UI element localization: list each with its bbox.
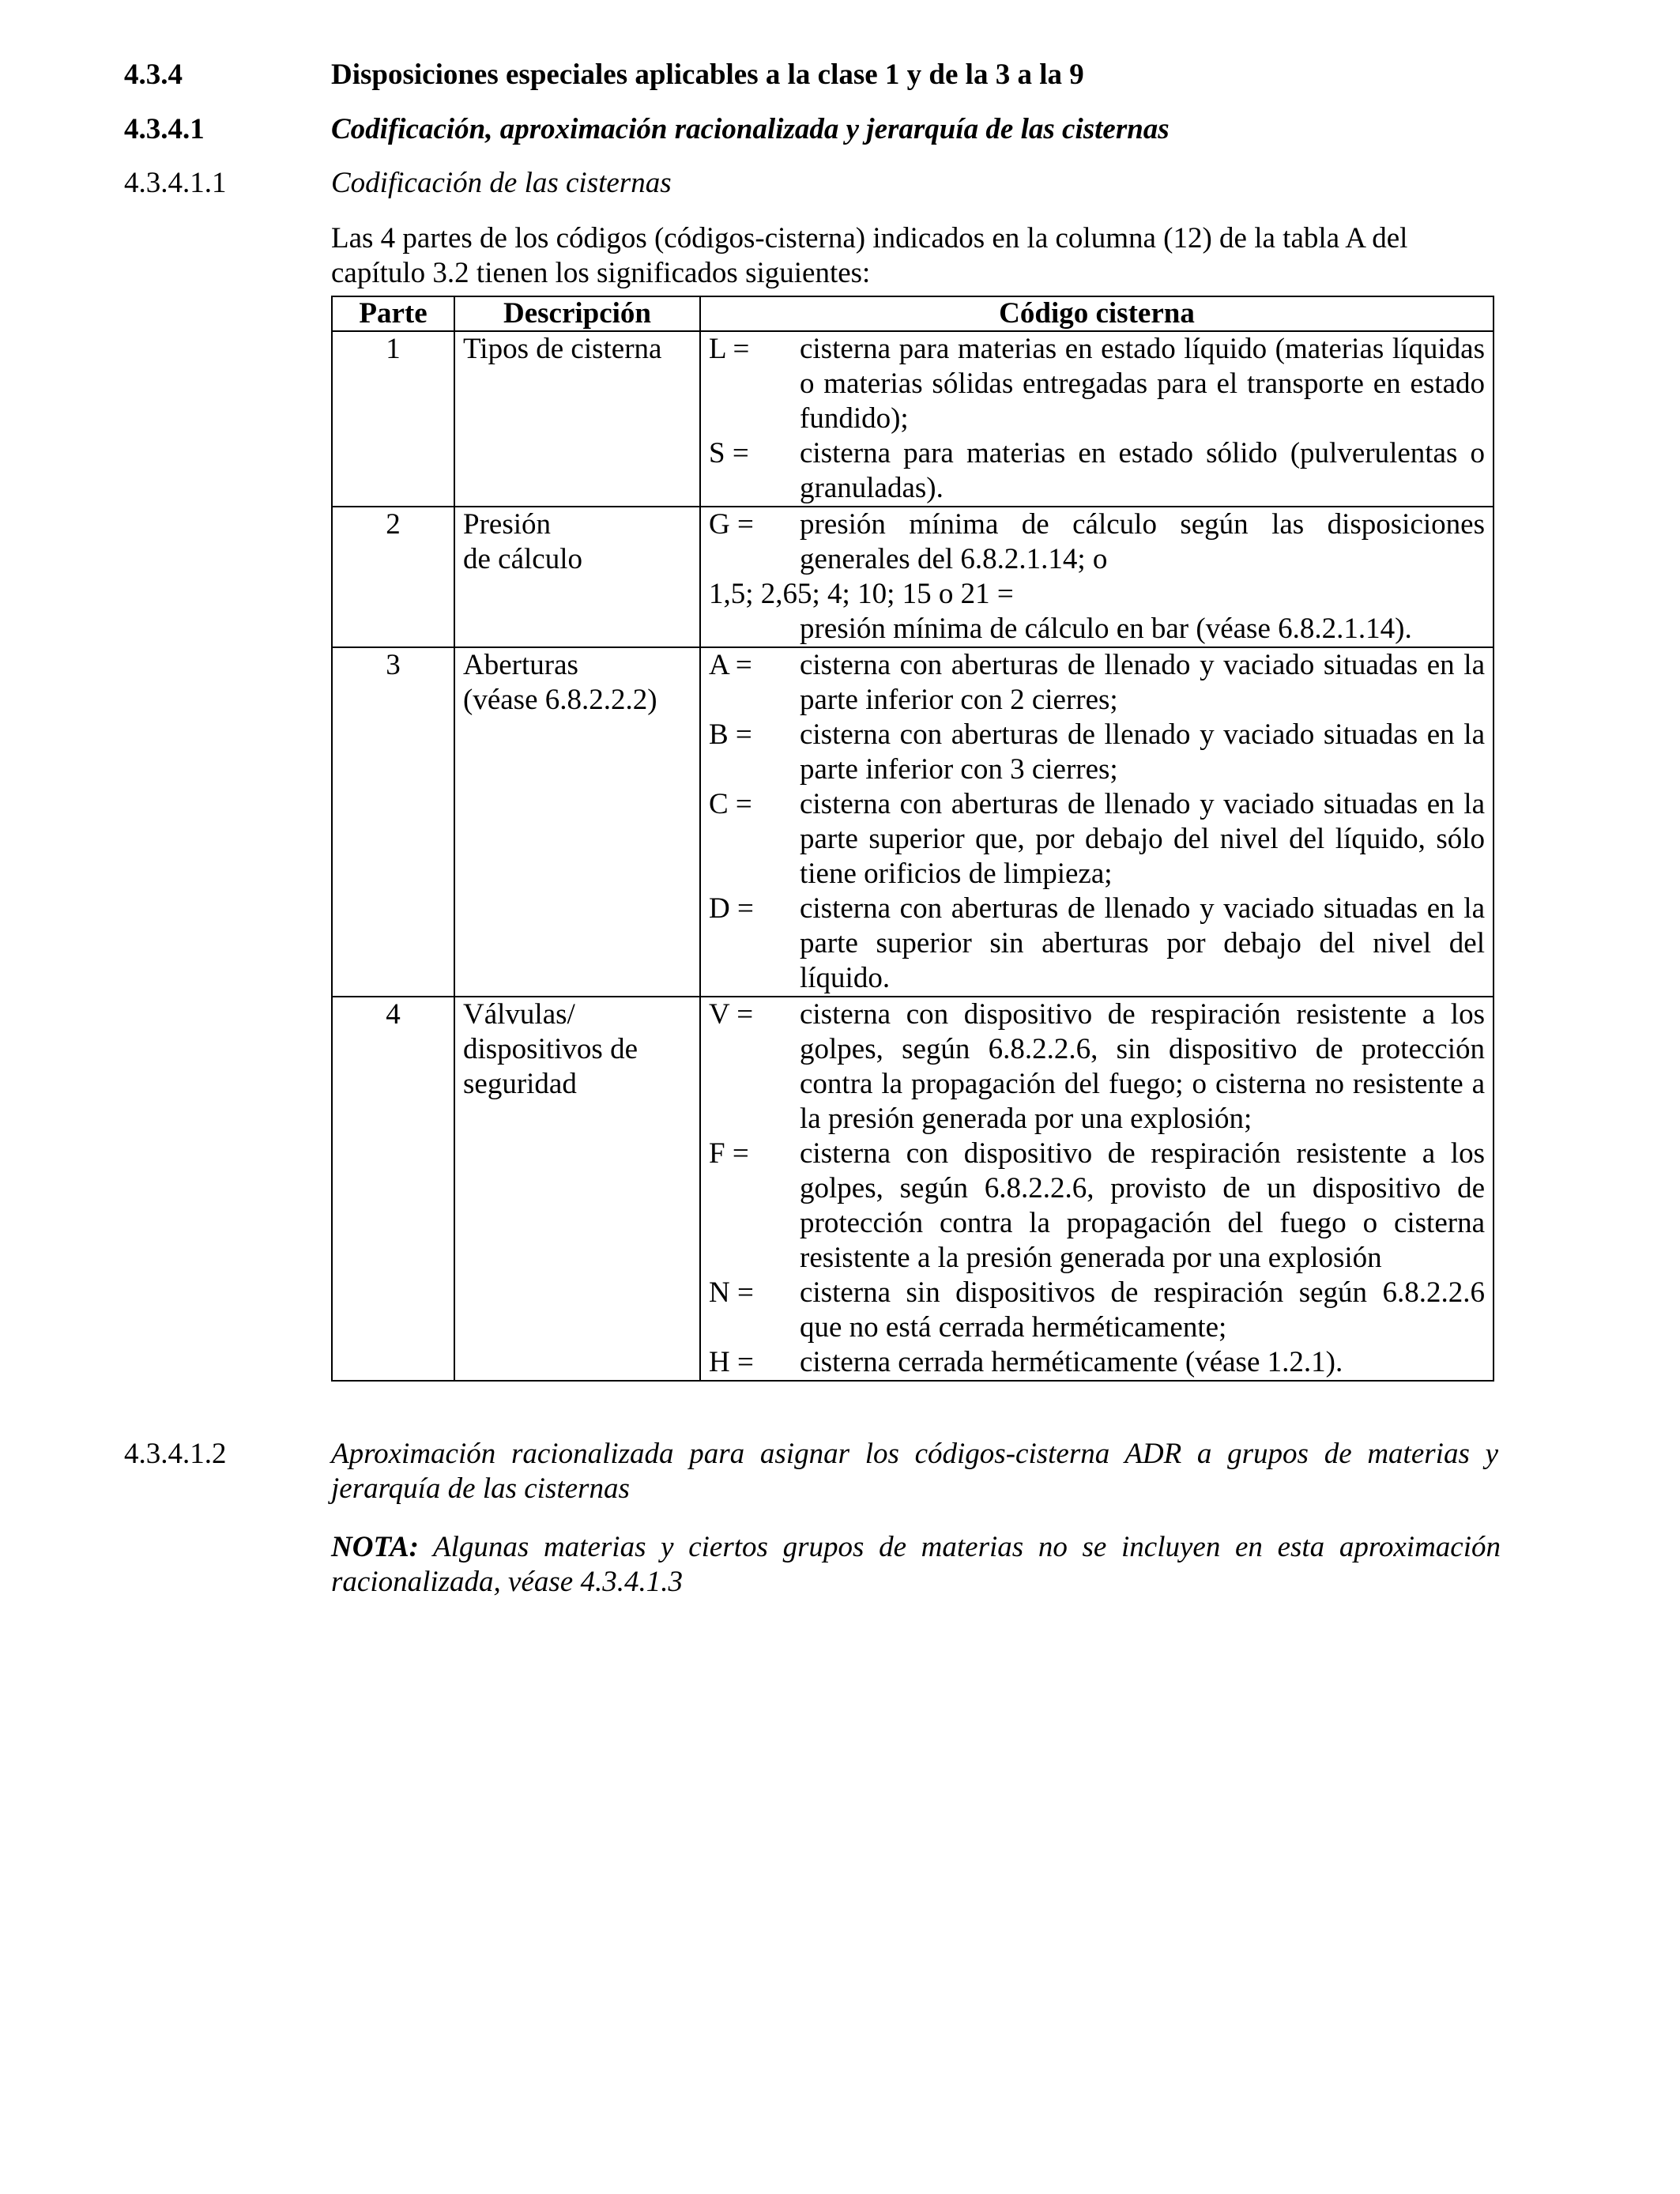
code-letter: H =	[709, 1346, 754, 1378]
intro-paragraph: Las 4 partes de los códigos (códigos-cisterna) indicados en la columna (12) de la tabla A del capítulo 3.2 tienen los significados siguientes:	[331, 222, 1408, 289]
code-description: cisterna con aberturas de llenado y vaciado situadas en la parte superior sin aberturas por debajo del nivel del líquido.	[800, 892, 1485, 994]
section-number: 4.3.4.1.1	[124, 167, 227, 199]
code-letter: S =	[709, 437, 749, 469]
section-title: Disposiciones especiales aplicables a la clase 1 y de la 3 a la 9	[331, 58, 1084, 91]
heading-43412	[124, 1437, 1498, 1506]
cell-parte: 3	[332, 647, 454, 997]
table-row	[332, 507, 1494, 647]
header-codigo: Código cisterna	[700, 296, 1494, 331]
code-description: cisterna con dispositivo de respiración resistente a los golpes, según 6.8.2.2.6, sin dispositivo de protección contra la propagación del fuego; o cisterna no resistente a la presión generada por una explosión;	[800, 998, 1485, 1135]
description-line: Aberturas	[463, 649, 578, 681]
nota-paragraph	[331, 1530, 1501, 1600]
description-line: seguridad	[463, 1068, 577, 1100]
code-letter: F =	[709, 1137, 749, 1170]
cell-descripcion	[454, 507, 700, 647]
cell-descripcion	[454, 997, 700, 1381]
section-title: Aproximación racionalizada para asignar los códigos-cisterna ADR a grupos de materias y jerarquía de las cisternas	[331, 1438, 1498, 1505]
code-entry	[709, 332, 1485, 436]
code-entry	[709, 997, 1485, 1137]
code-letter: V =	[709, 998, 754, 1031]
code-entry	[709, 718, 1485, 787]
code-description: presión mínima de cálculo según las disposiciones generales del 6.8.2.1.14; o	[800, 508, 1485, 575]
cell-codigo	[700, 507, 1494, 647]
cell-parte: 2	[332, 507, 454, 647]
section-title: Codificación, aproximación racionalizada y jerarquía de las cisternas	[331, 113, 1170, 145]
description-line: (véase 6.8.2.2.2)	[463, 684, 657, 716]
cell-codigo	[700, 331, 1494, 507]
header-parte: Parte	[332, 296, 454, 331]
code-entry	[709, 892, 1485, 996]
header-descripcion: Descripción	[454, 296, 700, 331]
heading-4341	[124, 112, 1498, 147]
table-header-row	[332, 296, 1494, 331]
cell-parte: 1	[332, 331, 454, 507]
description-line: dispositivos de	[463, 1033, 638, 1065]
code-entry	[709, 1137, 1485, 1276]
table-row	[332, 647, 1494, 997]
code-entry	[709, 648, 1485, 718]
code-letter: D =	[709, 892, 754, 925]
code-description: cisterna para materias en estado sólido (pulverulentas o granuladas).	[800, 437, 1485, 504]
code-entry	[709, 787, 1485, 892]
code-description: cisterna sin dispositivos de respiración según 6.8.2.2.6 que no está cerrada herméticamente;	[800, 1276, 1485, 1344]
code-letter: L =	[709, 333, 750, 365]
section-title: Codificación de las cisternas	[331, 167, 672, 199]
nota-text: Algunas materias y ciertos grupos de materias no se incluyen en esta aproximación racionalizada, véase 4.3.4.1.3	[331, 1531, 1501, 1598]
description-line: Presión	[463, 508, 551, 541]
code-description: cisterna con aberturas de llenado y vaciado situadas en la parte inferior con 3 cierres;	[800, 718, 1485, 786]
code-description: cisterna cerrada herméticamente (véase 1.2.1).	[800, 1346, 1343, 1378]
heading-43411	[124, 166, 1498, 201]
section-number: 4.3.4.1.2	[124, 1438, 227, 1470]
description-line: Válvulas/	[463, 998, 575, 1031]
cell-codigo	[700, 997, 1494, 1381]
code-letter: A =	[709, 649, 752, 681]
section-number: 4.3.4	[124, 58, 183, 91]
heading-434	[124, 58, 1498, 92]
nota-label: NOTA:	[331, 1531, 419, 1563]
table-row	[332, 997, 1494, 1381]
section-number: 4.3.4.1	[124, 113, 205, 145]
cell-descripcion	[454, 647, 700, 997]
code-letter: N =	[709, 1276, 754, 1309]
code-letter: C =	[709, 788, 752, 820]
description-line: de cálculo	[463, 543, 582, 575]
code-description: cisterna con aberturas de llenado y vaciado situadas en la parte superior que, por debajo del nivel del líquido, sólo tiene orificios de limpieza;	[800, 788, 1485, 890]
code-description: cisterna para materias en estado líquido (materias líquidas o materias sólidas entregadas para el transporte en estado fundido);	[800, 333, 1485, 435]
code-description: cisterna con dispositivo de respiración resistente a los golpes, según 6.8.2.2.6, provisto de un dispositivo de protección contra la propagación del fuego o cisterna resistente a la presión generada por una explosión	[800, 1137, 1485, 1274]
table-row	[332, 331, 1494, 507]
cell-codigo	[700, 647, 1494, 997]
code-letter: G =	[709, 508, 754, 541]
tank-code-table	[331, 296, 1494, 1382]
numeric-code-description: presión mínima de cálculo en bar (véase 6.8.2.1.14).	[800, 613, 1412, 645]
code-description: cisterna con aberturas de llenado y vaciado situadas en la parte inferior con 2 cierres;	[800, 649, 1485, 716]
numeric-code-line: 1,5; 2,65; 4; 10; 15 o 21 =	[709, 578, 1014, 610]
code-entry	[709, 1276, 1485, 1345]
code-entry	[709, 507, 1485, 577]
cell-descripcion: Tipos de cisterna	[454, 331, 700, 507]
code-letter: B =	[709, 718, 752, 751]
code-entry	[709, 436, 1485, 506]
cell-parte: 4	[332, 997, 454, 1381]
code-entry	[709, 1345, 1485, 1380]
